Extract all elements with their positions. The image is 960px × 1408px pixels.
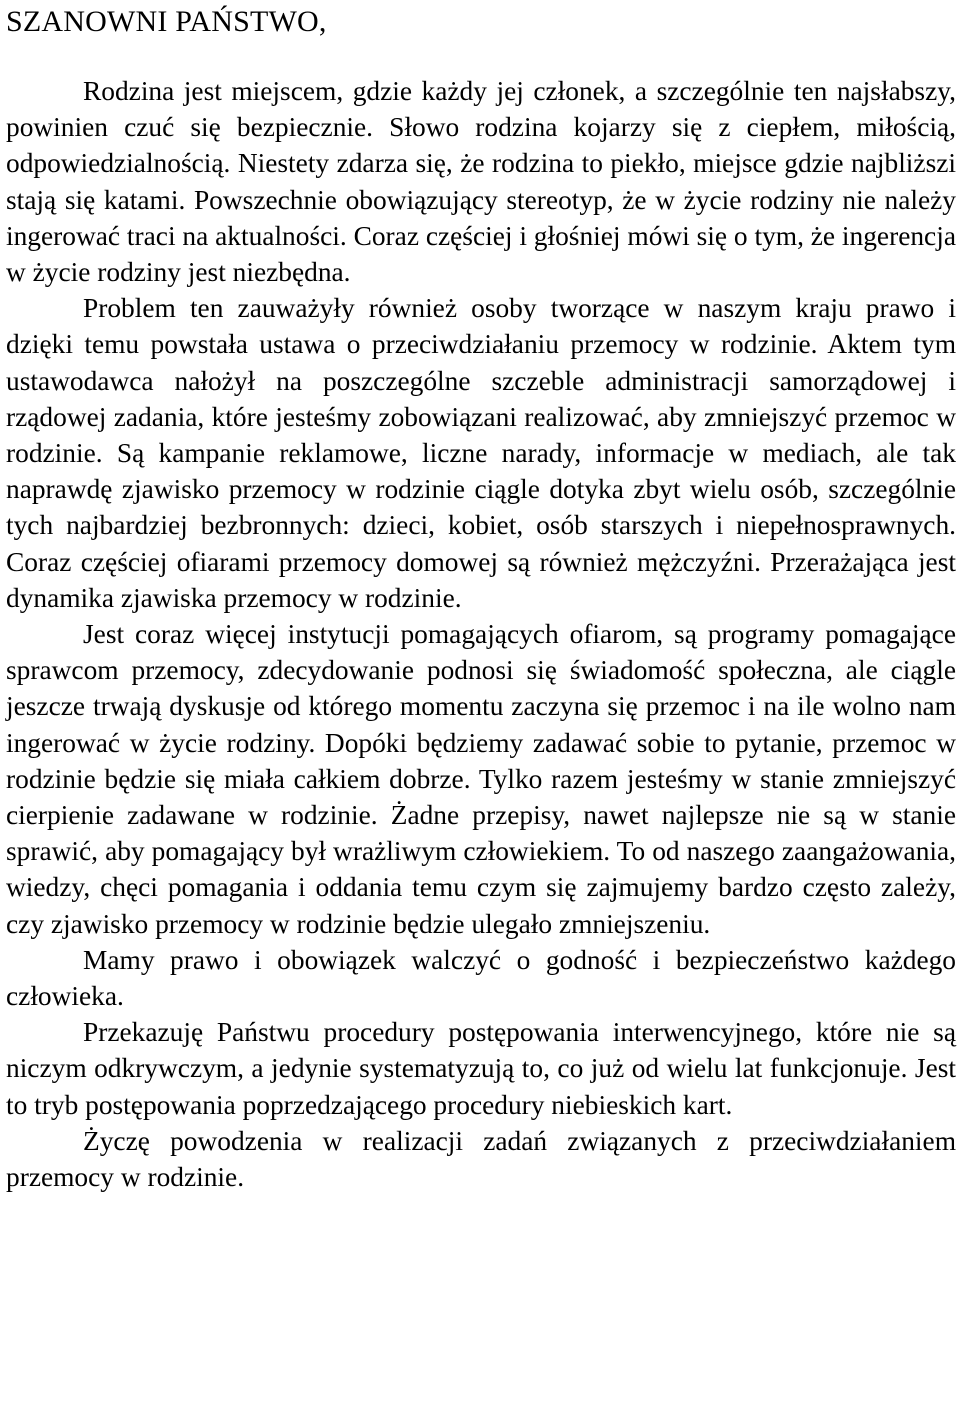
paragraph-closing: Życzę powodzenia w realizacji zadań związanych z przeciwdziałaniem przemocy w rodzinie.	[6, 1125, 956, 1193]
paragraph-intro: Rodzina jest miejscem, gdzie każdy jej członek, a szczególnie ten najsłabszy, powinien czuć się bezpiecznie. Słowo rodzina kojarzy się z ciepłem, miłością, odpowiedzialnością. Niestety zdarza się, że rodzina to piekło, miejsce gdzie najbliższi stają się katami. Powszechnie obowiązujący stereotyp, że w życie rodziny nie należy ingerować traci na aktualności. Coraz częściej i głośniej mówi się o tym, że ingerencja w życie rodziny jest niezbędna.	[6, 76, 956, 288]
document-body	[6, 73, 956, 1195]
paragraph-law: Problem ten zauważyły również osoby tworzące w naszym kraju prawo i dzięki temu powstała ustawa o przeciwdziałaniu przemocy w rodzinie. Aktem tym ustawodawca nałożył na poszczególne szczeble administracji samorządowej i rządowej zadania, które jesteśmy zobowiązani realizować, aby zmniejszyć przemoc w rodzinie. Są kampanie reklamowe, liczne narady, informacje w mediach, ale tak naprawdę zjawisko przemocy w rodzinie ciągle dotyka zbyt wielu osób, szczególnie tych najbardziej bezbronnych: dzieci, kobiet, osób starszych i niepełnosprawnych. Coraz częściej ofiarami przemocy domowej są również mężczyźni. Przerażająca jest dynamika zjawiska przemocy w rodzinie.	[6, 293, 956, 613]
document-heading: SZANOWNI PAŃSTWO,	[6, 5, 327, 38]
document-page	[6, 0, 956, 1195]
paragraph-rights: Mamy prawo i obowiązek walczyć o godność i bezpieczeństwo każdego człowieka.	[6, 944, 956, 1012]
paragraph-institutions: Jest coraz więcej instytucji pomagających ofiarom, są programy pomagające sprawcom przemocy, zdecydowanie podnosi się świadomość społeczna, ale ciągle jeszcze trwają dyskusje od którego momentu zaczyna się przemoc i na ile wolno nam ingerować w życie rodziny. Dopóki będziemy zadawać sobie to pytanie, przemoc w rodzinie będzie się miała całkiem dobrze. Tylko razem jesteśmy w stanie zmniejszyć cierpienie zadawane w rodzinie. Żadne przepisy, nawet najlepsze nie są w stanie sprawić, aby pomagający był wrażliwym człowiekiem. To od naszego zaangażowania, wiedzy, chęci pomagania i oddania temu czym się zajmujemy bardzo często zależy, czy zjawisko przemocy w rodzinie będzie ulegało zmniejszeniu.	[6, 619, 956, 939]
paragraph-procedures: Przekazuję Państwu procedury postępowania interwencyjnego, które nie są niczym odkrywczym, a jedynie systematyzują to, co już od wielu lat funkcjonuje. Jest to tryb postępowania poprzedzającego procedury niebieskich kart.	[6, 1017, 956, 1120]
